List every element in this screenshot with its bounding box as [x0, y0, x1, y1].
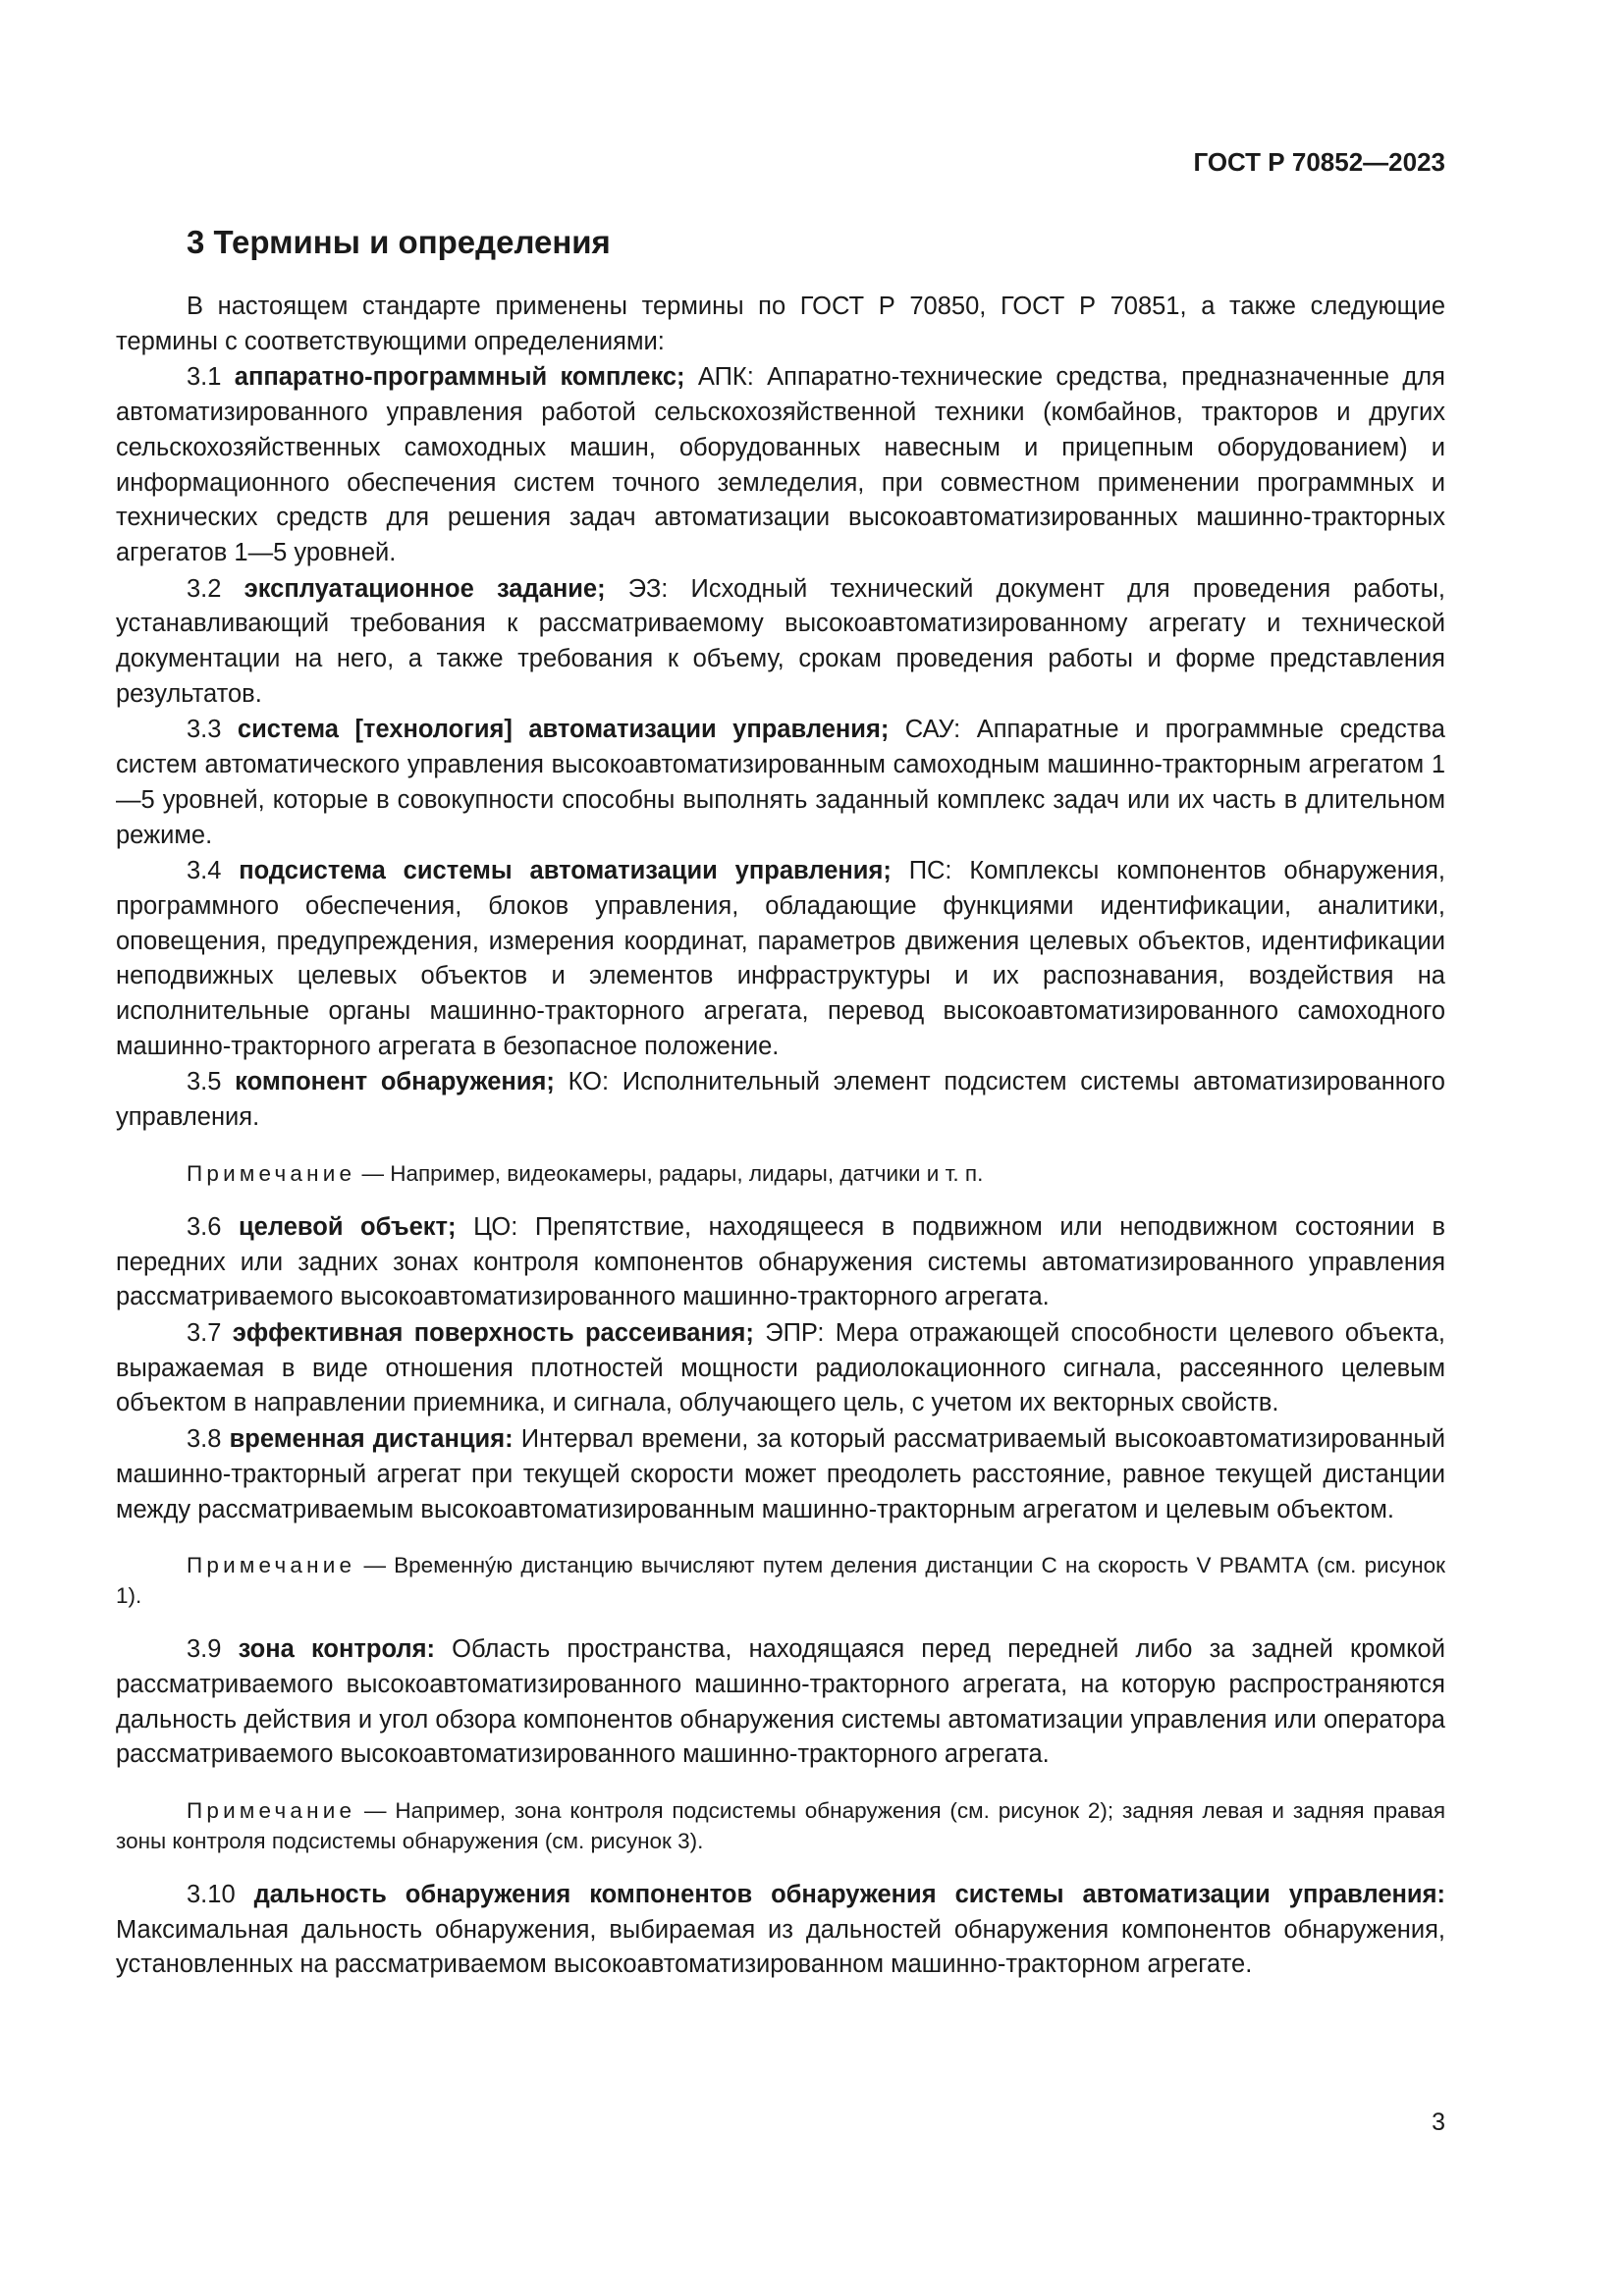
section-title: 3 Термины и определения: [187, 224, 611, 260]
note-label: Примечание: [187, 1160, 356, 1186]
term-number: 3.5: [187, 1068, 222, 1096]
term-name: эксплуатационное задание;: [244, 574, 606, 603]
document-code: ГОСТ Р 70852—2023: [1193, 147, 1445, 177]
term-number: 3.1: [187, 363, 222, 392]
term-number: 3.2: [187, 574, 222, 603]
term-number: 3.6: [187, 1212, 222, 1241]
note-label: Примечание: [187, 1798, 356, 1824]
term-definition: ПС: Комплексы компонентов обнаружения, программного обеспечения, блоков управления, обладающие функциями идентификации, аналитики, оповещения, предупреждения, измерения координат, параметров движения целевых объектов, идентификации неподвижных целевых объектов и элементов инфраструктуры и их распознавания, воздействия на исполнительные органы машинно-тракторного агрегата, перевод высокоавтоматизированного самоходного машинно-тракторного агрегата в безопасное положение.: [116, 857, 1445, 1060]
term-definition: КО: Исполнительный элемент подсистем системы автоматизированного управления.: [116, 1068, 1445, 1132]
term-definition: ЦО: Препятствие, находящееся в подвижном или неподвижном состоянии в передних или задних зонах контроля компонентов обнаружения системы автоматизированного управления рассматриваемого высокоавтоматизированного машинно-тракторного агрегата.: [116, 1212, 1446, 1311]
term-number: 3.9: [187, 1635, 222, 1664]
term-entry: [116, 1210, 1445, 1316]
term-definition: ЭЗ: Исходный технический документ для проведения работы, устанавливающий требования к рассматриваемому высокоавтоматизированному агрегату и технической документации на него, а также требования к объему, срокам проведения работы и форме представления результатов.: [116, 574, 1445, 708]
term-definition: САУ: Аппаратные и программные средства систем автоматического управления высокоавтоматизированным самоходным машинно-тракторным агрегатом 1—5 уровней, которые в совокупности способны выполнять заданный комплекс задач или их часть в длительном режиме.: [116, 716, 1445, 849]
term-entry: [116, 713, 1445, 854]
term-name: дальность обнаружения компонентов обнаружения системы автоматизации управления:: [253, 1881, 1445, 1909]
document-page: [116, 0, 1445, 2296]
term-number: 3.8: [187, 1425, 222, 1454]
term-number: 3.3: [187, 716, 222, 744]
term-name: система [технология] автоматизации управления;: [237, 716, 890, 744]
term-note: [116, 1158, 1445, 1189]
term-entry: [116, 1316, 1445, 1422]
note-text: — Например, зона контроля подсистемы обнаружения (см. рисунок 2); задняя левая и задняя правая зоны контроля подсистемы обнаружения (см. рисунок 3).: [116, 1798, 1445, 1854]
term-note: [116, 1550, 1445, 1611]
term-number: 3.7: [187, 1318, 222, 1347]
term-note: [116, 1795, 1445, 1856]
term-name: компонент обнаружения;: [235, 1068, 555, 1096]
term-name: подсистема системы автоматизации управления;: [239, 857, 892, 885]
term-entry: [116, 572, 1445, 714]
term-definition: АПК: Аппаратно-технические средства, предназначенные для автоматизированного управления работой сельскохозяйственной техники (комбайнов, тракторов и других сельскохозяйственных самоходных машин, оборудованных навесным и прицепным оборудованием) и информационного обеспечения систем точного земледелия, при совместном применении программных и технических средств для решения задач автоматизации высокоавтоматизированных машинно-тракторных агрегатов 1—5 уровней.: [116, 363, 1445, 566]
term-entry: [116, 360, 1445, 571]
page-number: 3: [1432, 2109, 1445, 2136]
term-entry: [116, 1422, 1445, 1528]
term-definition: Область пространства, находящаяся перед передней либо за задней кромкой рассматриваемого высокоавтоматизированного машинно-тракторного агрегата, на которую распространяются дальность действия и угол обзора компонентов обнаружения системы автоматизации управления или оператора рассматриваемого высокоавтоматизированного машинно-тракторного агрегата.: [116, 1635, 1445, 1769]
term-entry: [116, 1065, 1445, 1136]
term-name: аппаратно-программный комплекс;: [234, 363, 685, 392]
term-name: зона контроля:: [238, 1635, 435, 1664]
term-number: 3.10: [187, 1881, 236, 1909]
term-definition: Максимальная дальность обнаружения, выбираемая из дальностей обнаружения компонентов обнаружения, установленных на рассматриваемом высокоавтоматизированном машинно-тракторном агрегате.: [116, 1915, 1445, 1979]
term-entry: [116, 1632, 1445, 1774]
intro-paragraph: В настоящем стандарте применены термины по ГОСТ Р 70850, ГОСТ Р 70851, а также следующие термины с соответствующими определениями:: [116, 293, 1445, 355]
term-definition: Интервал времени, за который рассматриваемый высокоавтоматизированный машинно-тракторный агрегат при текущей скорости может преодолеть расстояние, равное текущей дистанции между рассматриваемым высокоавтоматизированным машинно-тракторным агрегатом и целевым объектом.: [116, 1425, 1446, 1523]
note-text: — Временнýю дистанцию вычисляют путем деления дистанции С на скорость V РВАМТА (см. рисунок 1).: [116, 1553, 1445, 1609]
term-name: временная дистанция:: [229, 1425, 514, 1454]
term-definition: ЭПР: Мера отражающей способности целевого объекта, выражаемая в виде отношения плотностей мощности радиолокационного сигнала, рассеянного целевым объектом в направлении приемника, и сигнала, облучающего цель, с учетом их векторных свойств.: [116, 1318, 1445, 1417]
term-entry: [116, 854, 1445, 1065]
terms-body: [116, 290, 1445, 1984]
note-text: — Например, видеокамеры, радары, лидары, датчики и т. п.: [355, 1160, 984, 1186]
term-entry: [116, 1878, 1445, 1984]
term-name: эффективная поверхность рассеивания;: [232, 1318, 754, 1347]
term-number: 3.4: [187, 857, 222, 885]
note-label: Примечание: [187, 1553, 356, 1578]
term-name: целевой объект;: [239, 1212, 457, 1241]
